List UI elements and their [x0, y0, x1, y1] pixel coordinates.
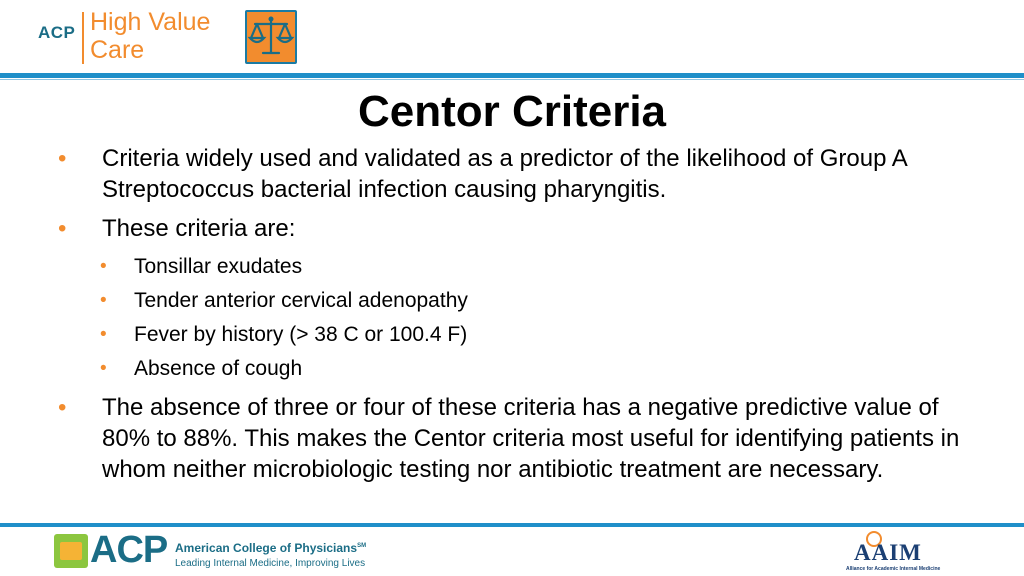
aaim-full-name: Alliance for Academic Internal Medicine	[846, 566, 941, 572]
bullet-marker: •	[58, 145, 67, 172]
header-rule	[0, 73, 1024, 78]
scales-of-justice-icon	[245, 10, 297, 64]
bullet-marker: •	[58, 394, 67, 421]
sub-bullet-text: Absence of cough	[134, 357, 303, 380]
aaim-abbrev: AAIM	[854, 540, 922, 565]
acp-footer-logo	[54, 529, 374, 572]
sub-bullet-marker: •	[100, 358, 107, 379]
sub-bullet-list	[58, 250, 988, 386]
logo-acp-text: ACP	[38, 23, 76, 42]
sub-bullet-marker: •	[100, 324, 107, 345]
bullet-text: These criteria are:	[102, 215, 296, 242]
sub-bullet-marker: •	[100, 256, 107, 277]
logo-divider	[82, 12, 84, 64]
bullet-item	[58, 143, 988, 205]
bullet-item	[58, 213, 988, 244]
header-rule-thin	[0, 79, 1024, 80]
aaim-footer-logo	[846, 531, 970, 573]
bullet-text: The absence of three or four of these criteria has a negative predictive value of 80% to 88%. This makes the Centor criteria most useful for identifying patients in whom neither microbiologic testing nor antibiotic treatment are necessary.	[102, 394, 960, 483]
sub-bullet-item	[58, 284, 988, 318]
acp-emblem-icon	[54, 534, 88, 568]
bullet-text: Criteria widely used and validated as a predictor of the likelihood of Group A Streptococcus bacterial infection causing pharyngitis.	[102, 145, 907, 203]
sub-bullet-item	[58, 250, 988, 284]
acp-abbrev: ACP	[90, 529, 168, 571]
high-value-care-logo	[38, 8, 308, 68]
sub-bullet-item	[58, 352, 988, 386]
acp-tagline: Leading Internal Medicine, Improving Lives	[175, 558, 366, 569]
sub-bullet-text: Tender anterior cervical adenopathy	[134, 289, 468, 312]
bullet-marker: •	[58, 215, 67, 242]
sub-bullet-marker: •	[100, 290, 107, 311]
sub-bullet-text: Tonsillar exudates	[134, 255, 303, 278]
bullet-list	[58, 143, 988, 493]
slide-title: Centor Criteria	[357, 87, 667, 136]
bullet-item	[58, 392, 988, 485]
logo-high-value-text: High Value	[90, 8, 211, 36]
sub-bullet-item	[58, 318, 988, 352]
acp-full-name: American College of Physicians℠	[175, 541, 367, 555]
sub-bullet-text: Fever by history (> 38 C or 100.4 F)	[134, 323, 468, 346]
logo-care-text: Care	[90, 36, 145, 64]
footer-rule	[0, 523, 1024, 527]
